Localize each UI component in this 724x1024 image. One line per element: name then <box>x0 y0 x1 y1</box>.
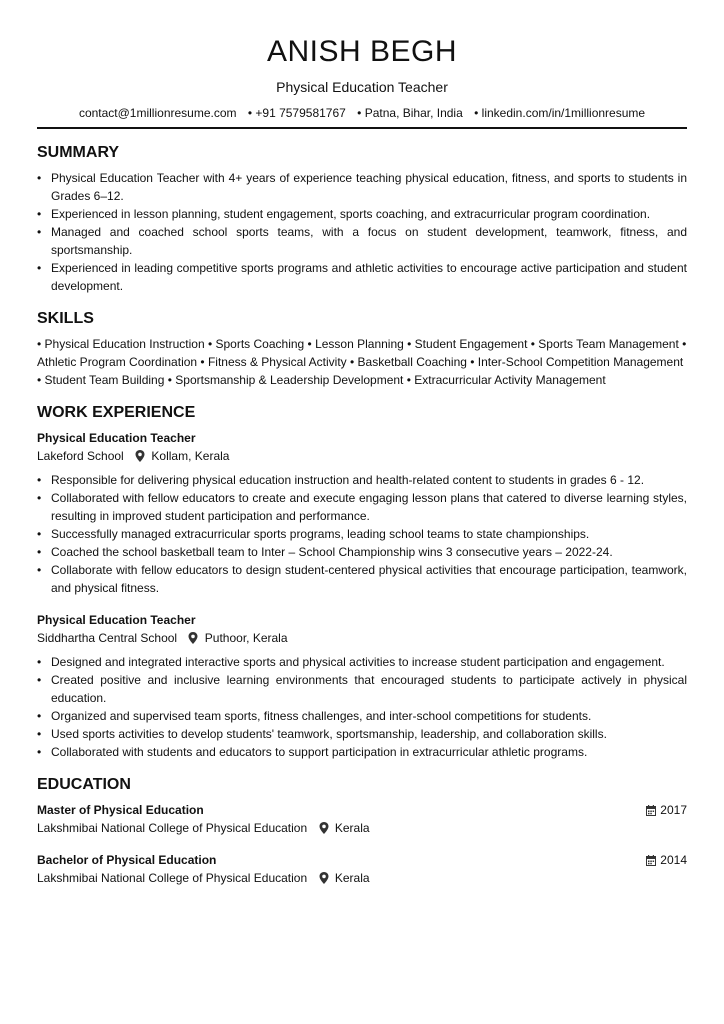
section-heading: WORK EXPERIENCE <box>37 404 196 421</box>
list-item: • Collaborated with fellow educators to create and execute engaging lesson plans that catered to diverse learning styles, resulting in improved student participation and performance. <box>37 489 687 525</box>
list-item: • Responsible for delivering physical education instruction and health-related content to students in grades 6 - 12. <box>37 471 687 489</box>
list-item: • Successfully managed extracurricular sports programs, leading school teams to state championships. <box>37 525 687 543</box>
job-role: Physical Education Teacher <box>37 613 196 627</box>
section-heading: SKILLS <box>37 310 94 327</box>
job-org-line <box>37 447 687 465</box>
header-divider <box>37 127 687 129</box>
education-row <box>37 851 687 869</box>
job-duties <box>37 653 687 761</box>
job-location: Puthoor, Kerala <box>204 631 288 645</box>
contact-location: • Patna, Bihar, India <box>357 106 463 120</box>
job-title: Physical Education Teacher <box>276 79 448 95</box>
job-org-line <box>37 629 687 647</box>
candidate-name: ANISH BEGH <box>266 35 458 68</box>
list-item: • Experienced in lesson planning, student engagement, sports coaching, and extracurricular program coordination. <box>37 205 687 223</box>
skills-text: • Physical Education Instruction • Sports Coaching • Lesson Planning • Student Engagement • Sports Team Management • Athletic Program Coordination • Fitness & Physical Activity • Basketball Coaching • Inter-School Competition Management • Student Team Building • Sportsmanship & Leadership Development • Extracurricular Activity Management <box>37 337 687 387</box>
resume-header <box>37 0 687 121</box>
school-line <box>37 819 687 837</box>
calendar-icon <box>646 805 656 816</box>
summary-list <box>37 169 687 295</box>
list-item: • Experienced in leading competitive sports programs and athletic activities to encourage active participation and student development. <box>37 259 687 295</box>
school-location: Kerala <box>334 871 370 885</box>
map-pin-icon <box>188 632 198 644</box>
job-org: Siddhartha Central School <box>37 631 178 645</box>
education-section <box>37 775 687 887</box>
list-item: • Used sports activities to develop students' teamwork, sportsmanship, leadership, and collaboration skills. <box>37 725 687 743</box>
list-item: • Collaborated with students and educators to support participation in extracurricular athletic programs. <box>37 743 687 761</box>
list-item: • Coached the school basketball team to Inter – School Championship wins 3 consecutive years – 2022-24. <box>37 543 687 561</box>
job-org: Lakeford School <box>37 449 124 463</box>
school-name: Lakshmibai National College of Physical Education <box>37 871 308 885</box>
contact-linkedin[interactable]: • linkedin.com/in/1millionresume <box>474 106 646 120</box>
contact-line <box>37 105 687 121</box>
list-item: • Organized and supervised team sports, fitness challenges, and inter-school competitions for students. <box>37 707 687 725</box>
year-text: 2017 <box>660 803 687 817</box>
job-location: Kollam, Kerala <box>151 449 230 463</box>
education-year <box>646 851 687 869</box>
section-heading: SUMMARY <box>37 144 120 161</box>
education-entry <box>37 851 687 887</box>
list-item: • Designed and integrated interactive sports and physical activities to increase student participation and engagement. <box>37 653 687 671</box>
school-name: Lakshmibai National College of Physical Education <box>37 821 308 835</box>
summary-section <box>37 143 687 295</box>
job-duties <box>37 471 687 597</box>
calendar-icon <box>646 855 656 866</box>
map-pin-icon <box>319 822 329 834</box>
map-pin-icon <box>135 450 145 462</box>
list-item: • Collaborate with fellow educators to design student-centered physical activities that encourage participation, teamwork, and physical fitness. <box>37 561 687 597</box>
list-item: • Physical Education Teacher with 4+ years of experience teaching physical education, fitness, and sports to students in Grades 6–12. <box>37 169 687 205</box>
section-heading: EDUCATION <box>37 776 131 793</box>
job-entry <box>37 429 687 597</box>
job-entry <box>37 611 687 761</box>
experience-section <box>37 403 687 761</box>
education-row <box>37 801 687 819</box>
school-location: Kerala <box>334 821 370 835</box>
degree: Master of Physical Education <box>37 803 204 817</box>
degree: Bachelor of Physical Education <box>37 853 217 867</box>
education-year <box>646 801 687 819</box>
contact-email[interactable]: contact@1millionresume.com <box>78 106 237 120</box>
year-text: 2014 <box>660 853 687 867</box>
school-line <box>37 869 687 887</box>
education-entry <box>37 801 687 837</box>
list-item: • Managed and coached school sports teams, with a focus on student development, teamwork, fitness, and sportsmanship. <box>37 223 687 259</box>
contact-phone: • +91 7579581767 <box>247 106 346 120</box>
skills-section <box>37 309 687 389</box>
map-pin-icon <box>319 872 329 884</box>
job-role: Physical Education Teacher <box>37 431 196 445</box>
list-item: • Created positive and inclusive learning environments that encouraged students to participate actively in physical education. <box>37 671 687 707</box>
